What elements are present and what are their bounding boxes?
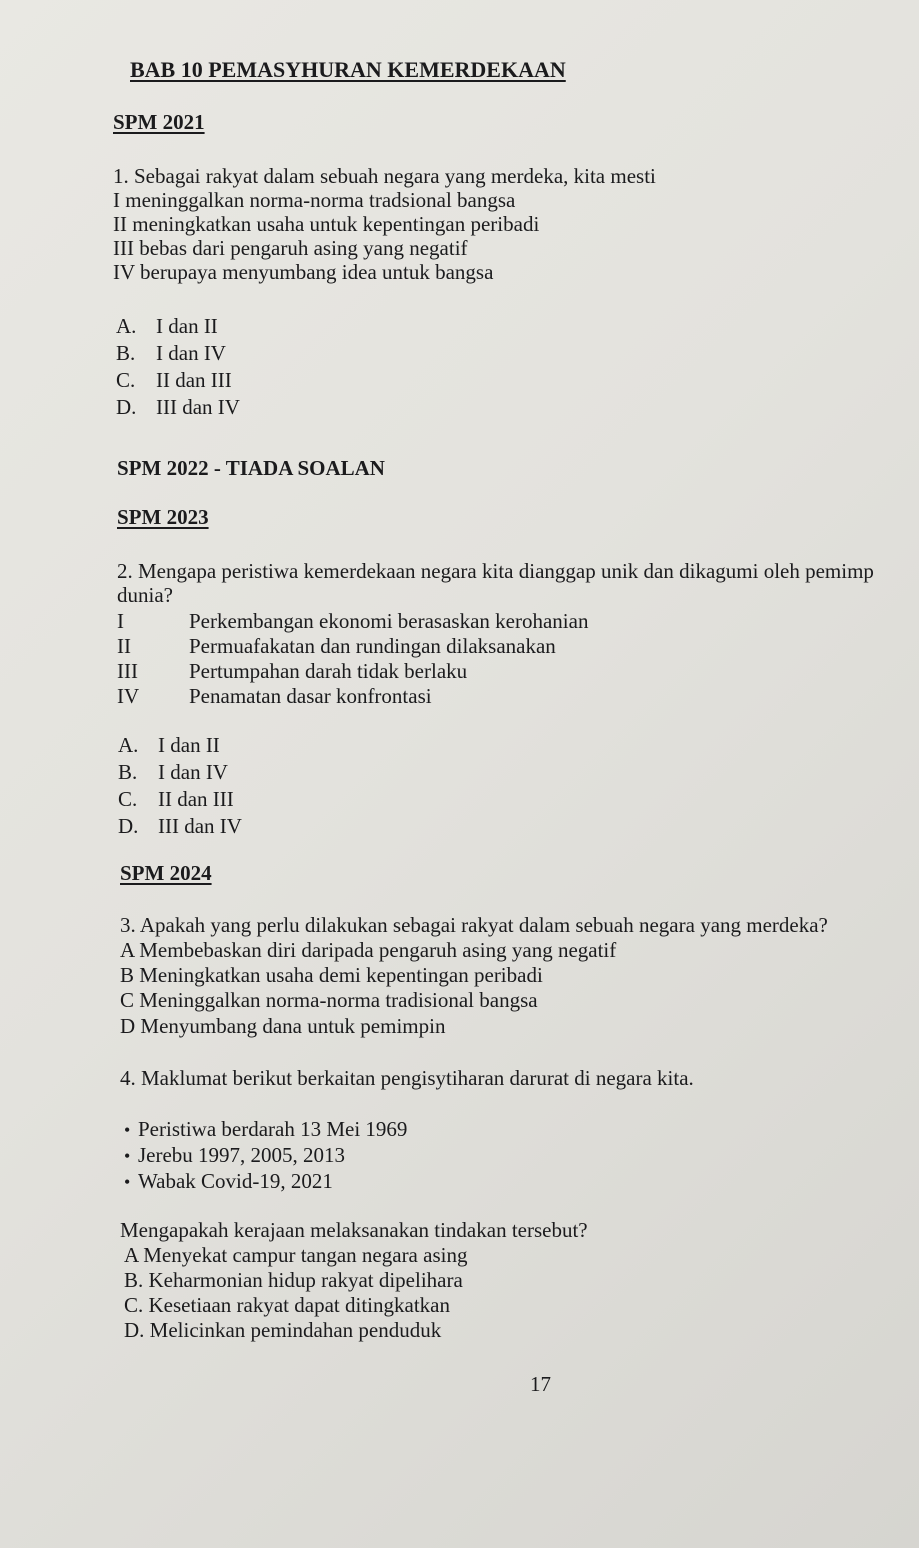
question-1-statement: III bebas dari pengaruh asing yang negatif bbox=[113, 236, 468, 260]
question-2-statement: I Perkembangan ekonomi berasaskan kerohanian bbox=[117, 609, 589, 633]
question-3-option-a: A Membebaskan diri daripada pengaruh asing yang negatif bbox=[120, 938, 617, 962]
question-1-option-b: B. I dan IV bbox=[116, 341, 226, 365]
question-1-option-a: A. I dan II bbox=[116, 314, 218, 338]
question-3-option-b: B Meningkatkan usaha demi kepentingan peribadi bbox=[120, 963, 543, 987]
question-3-stem: 3. Apakah yang perlu dilakukan sebagai rakyat dalam sebuah negara yang merdeka? bbox=[120, 913, 828, 937]
section-heading-spm2024: SPM 2024 bbox=[120, 861, 212, 885]
question-4-option-b: B. Keharmonian hidup rakyat dipelihara bbox=[124, 1268, 463, 1292]
question-4-option-c: C. Kesetiaan rakyat dapat ditingkatkan bbox=[124, 1293, 450, 1317]
question-1-option-c: C. II dan III bbox=[116, 368, 232, 392]
section-heading-spm2021: SPM 2021 bbox=[113, 110, 205, 134]
section-heading-spm2022: SPM 2022 - TIADA SOALAN bbox=[117, 456, 385, 480]
question-1-option-d: D. III dan IV bbox=[116, 395, 240, 419]
question-3-option-c: C Meninggalkan norma-norma tradisional bangsa bbox=[120, 988, 538, 1012]
question-1-statement: IV berupaya menyumbang idea untuk bangsa bbox=[113, 260, 494, 284]
question-2-stem-continued: dunia? bbox=[117, 583, 173, 607]
question-2-statement: IV Penamatan dasar konfrontasi bbox=[117, 684, 432, 708]
page-number: 17 bbox=[530, 1372, 551, 1396]
question-1-statement: I meninggalkan norma-norma tradsional bangsa bbox=[113, 188, 516, 212]
chapter-title: BAB 10 PEMASYHURAN KEMERDEKAAN bbox=[130, 57, 566, 82]
question-4-bullet: • Jerebu 1997, 2005, 2013 bbox=[124, 1143, 345, 1168]
question-4-bullet: • Wabak Covid-19, 2021 bbox=[124, 1169, 333, 1194]
question-2-statement: III Pertumpahan darah tidak berlaku bbox=[117, 659, 468, 683]
question-1-statement: II meningkatkan usaha untuk kepentingan peribadi bbox=[113, 212, 540, 236]
question-2-option-d: D. III dan IV bbox=[118, 814, 242, 838]
question-2-statement: II Permuafakatan dan rundingan dilaksanakan bbox=[117, 634, 556, 658]
section-heading-spm2023: SPM 2023 bbox=[117, 505, 209, 529]
question-3-option-d: D Menyumbang dana untuk pemimpin bbox=[120, 1014, 446, 1038]
question-4-question: Mengapakah kerajaan melaksanakan tindakan tersebut? bbox=[120, 1218, 588, 1242]
question-2-option-c: C. II dan III bbox=[118, 787, 234, 811]
question-2-option-b: B. I dan IV bbox=[118, 760, 228, 784]
question-2-option-a: A. I dan II bbox=[118, 733, 220, 757]
question-4-bullet: • Peristiwa berdarah 13 Mei 1969 bbox=[124, 1117, 407, 1142]
question-4-option-d: D. Melicinkan pemindahan penduduk bbox=[124, 1318, 442, 1342]
question-2-stem: 2. Mengapa peristiwa kemerdekaan negara kita dianggap unik dan dikagumi oleh pemimp bbox=[117, 559, 874, 583]
question-4-option-a: A Menyekat campur tangan negara asing bbox=[124, 1243, 468, 1267]
question-1-stem: 1. Sebagai rakyat dalam sebuah negara yang merdeka, kita mesti bbox=[113, 164, 656, 188]
question-4-stem: 4. Maklumat berikut berkaitan pengisytiharan darurat di negara kita. bbox=[120, 1066, 694, 1090]
